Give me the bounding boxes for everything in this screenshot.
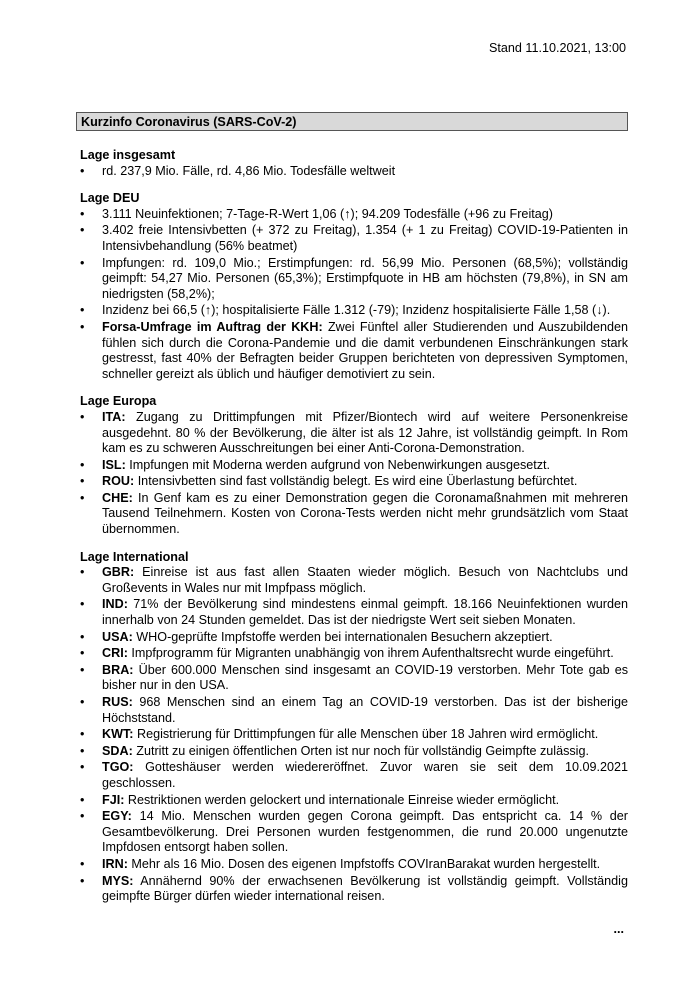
section-heading: Lage insgesamt (80, 148, 176, 162)
list-item (80, 491, 628, 538)
item-text: Inzidenz bei 66,5 (↑); hospitalisierte Fälle 1.312 (-79); Inzidenz hospitalisierte Fälle 1,58 (↓). (102, 303, 611, 318)
item-label: CRI: (102, 646, 128, 661)
item-text: 71% der Bevölkerung sind mindestens einmal geimpft. 18.166 Neuinfektionen wurden innerhalb von 24 Stunden gemeldet. Das ist der niedrigste Wert seit sieben Monaten. (102, 597, 629, 628)
item-label: FJI: (102, 792, 125, 807)
item-text: Über 600.000 Menschen sind insgesamt an COVID-19 verstorben. Mehr Tote gab es bisher nur in den USA. (102, 662, 629, 693)
item-label: TGO: (102, 760, 134, 775)
item-label: RUS: (102, 695, 133, 709)
item-text: Registrierung für Drittimpfungen für alle Menschen über 18 Jahren wird ermöglicht. (136, 727, 599, 742)
bullet-list (80, 410, 628, 538)
item-label: ITA: (102, 409, 126, 424)
list-item (80, 458, 628, 474)
section-heading: Lage International (80, 549, 189, 564)
list-item (80, 727, 628, 743)
list-item (80, 857, 628, 873)
section (80, 148, 628, 179)
item-label: KWT: (102, 727, 134, 742)
list-item (80, 320, 628, 382)
list-item (80, 303, 628, 319)
list-item (80, 793, 628, 809)
list-item (80, 630, 628, 646)
list-item (80, 760, 628, 791)
section-heading: Lage Europa (80, 394, 157, 409)
list-item (80, 164, 628, 180)
item-label: SDA: (102, 743, 133, 758)
page-title: Kurzinfo Coronavirus (SARS-CoV-2) (76, 112, 628, 131)
item-text: 3.402 freie Intensivbetten (+ 372 zu Freitag), 1.354 (+ 1 zu Freitag) COVID-19-Patienten in Intensivbehandlung (56% beatmet) (102, 223, 628, 253)
item-text: Zutritt zu einigen öffentlichen Orten ist nur noch für vollständig Geimpfte zulässig. (136, 743, 589, 758)
item-label: ROU: (102, 474, 135, 489)
item-text: Intensivbetten sind fast vollständig belegt. Es wird eine Überlastung befürchtet. (137, 474, 578, 489)
list-item (80, 410, 628, 457)
item-text: In Genf kam es zu einer Demonstration gegen die Coronamaßnahmen mit mehreren Tausend Teilnehmern. Kosten von Corona-Tests werden nicht mehr grundsätzlich vom Staat übernommen. (102, 490, 628, 537)
item-text: Zugang zu Drittimpfungen mit Pfizer/Biontech wird auf weitere Personenkreise ausgedehnt. 80 % der Bevölkerung, die älter ist als 12 Jahre, ist vollständig geimpft. In Rom kam es zu schweren Ausschreitungen bei einer Anti-Corona-Demonstration. (102, 409, 628, 456)
list-item (80, 874, 628, 905)
list-item (80, 565, 628, 596)
item-text: Gotteshäuser werden wiedereröffnet. Zuvor waren sie seit dem 10.09.2021 geschlossen. (102, 760, 629, 790)
bullet-list (80, 565, 628, 904)
status-date: Stand 11.10.2021, 13:00 (488, 41, 626, 55)
section (80, 394, 628, 537)
list-item (80, 207, 628, 223)
list-item (80, 256, 628, 303)
item-label: USA: (102, 629, 133, 644)
item-text: Einreise ist aus fast allen Staaten wieder möglich. Besuch von Nachtclubs und Großevents in Wales nur mit Impfpass möglich. (102, 565, 629, 595)
item-label: Forsa-Umfrage im Auftrag der KKH: (102, 319, 323, 334)
list-item (80, 695, 628, 726)
item-text: Annähernd 90% der erwachsenen Bevölkerung ist vollständig geimpft. Vollständig geimpfte Bürger dürfen wieder international reisen. (102, 873, 628, 904)
item-text: Impfungen: rd. 109,0 Mio.; Erstimpfungen: rd. 56,99 Mio. Personen (68,5%); vollständig geimpft: 54,27 Mio. Personen (65,3%); Erstimpfquote in HB am höchsten (79,8%), in SN am niedrigsten (58,2%); (102, 255, 628, 301)
item-label: CHE: (102, 490, 133, 505)
item-text: 968 Menschen sind an einem Tag an COVID-19 verstorben. Das ist der bisherige Höchststand. (102, 695, 628, 725)
section (80, 550, 628, 905)
item-text: 3.111 Neuinfektionen; 7-Tage-R-Wert 1,06 (↑); 94.209 Todesfälle (+96 zu Freitag) (102, 206, 553, 221)
continuation-marker: ... (613, 922, 624, 936)
list-item (80, 663, 628, 694)
item-label: GBR: (102, 565, 135, 580)
item-text: Mehr als 16 Mio. Dosen des eigenen Impfstoffs COVIranBarakat wurden hergestellt. (131, 856, 601, 871)
item-text: Restriktionen werden gelockert und internationale Einreise wieder ermöglicht. (127, 792, 560, 807)
item-label: EGY: (102, 809, 132, 824)
list-item (80, 646, 628, 662)
item-label: ISL: (102, 457, 126, 472)
item-text: Zwei Fünftel aller Studierenden und Auszubildenden fühlen sich durch die Corona-Pandemie und die damit verbundenen Einschränkungen stark gestresst, fast 40% der Befragten beider Gruppen berichteten von depressiven Symptomen, schneller gereizt als üblich und häufiger demotiviert zu sein. (102, 319, 629, 381)
list-item (80, 597, 628, 628)
item-text: WHO-geprüfte Impfstoffe werden bei internationalen Besuchern akzeptiert. (136, 629, 553, 644)
item-text: Impfprogramm für Migranten unabhängig von ihrem Aufenthaltsrecht wurde eingeführt. (131, 646, 614, 661)
content (80, 148, 628, 917)
list-item (80, 744, 628, 760)
item-label: IND: (102, 597, 128, 612)
item-label: IRN: (102, 856, 128, 871)
item-label: MYS: (102, 873, 134, 888)
section (80, 191, 628, 382)
list-item (80, 809, 628, 856)
list-item (80, 474, 628, 490)
list-item (80, 223, 628, 254)
item-label: BRA: (102, 662, 134, 677)
item-text: 14 Mio. Menschen wurden gegen Corona geimpft. Das entspricht ca. 14 % der Gesamtbevölkerung. Drei Personen wurden festgenommen, die rund 20.000 ungenutzte Impfdosen entsorgt haben sollen. (102, 809, 629, 855)
bullet-list (80, 164, 628, 180)
section-heading: Lage DEU (80, 191, 140, 206)
bullet-list (80, 207, 628, 383)
item-text: rd. 237,9 Mio. Fälle, rd. 4,86 Mio. Todesfälle weltweit (102, 163, 396, 178)
item-text: Impfungen mit Moderna werden aufgrund von Nebenwirkungen ausgesetzt. (129, 457, 551, 472)
